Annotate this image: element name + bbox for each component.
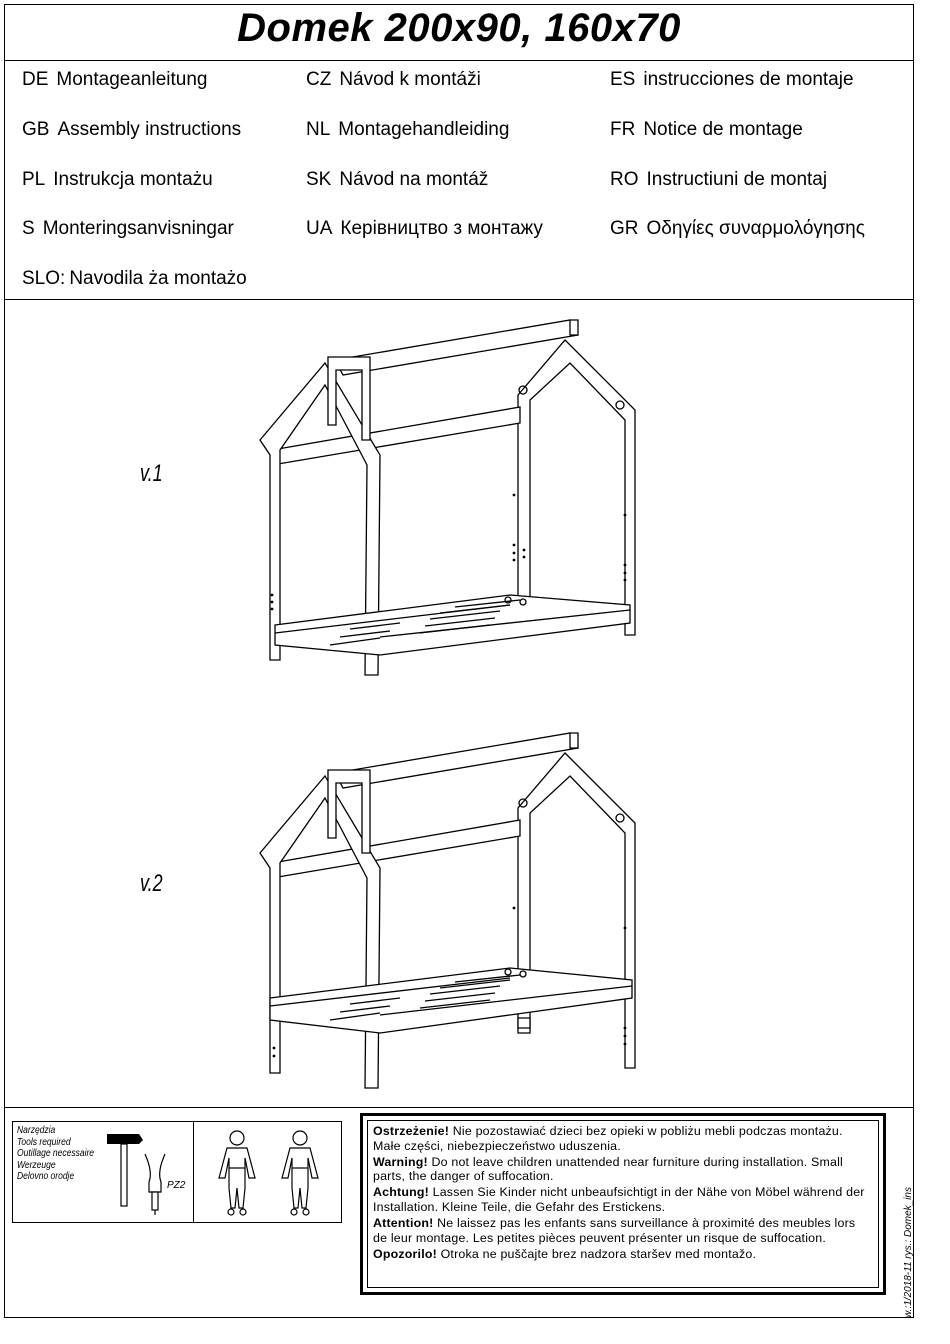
lang-es: ES instrucciones de montaje — [610, 69, 854, 90]
warning-en: Warning! Do not leave children unattended near furniture during installation. Small parts, the danger of suffocation. — [373, 1154, 844, 1184]
lang-nl: NL Montagehandleiding — [306, 119, 510, 140]
two-persons-icon — [205, 1128, 340, 1218]
lang-s: S Monteringsanvisningar — [22, 218, 234, 239]
screwdriver-label: PZ2 — [167, 1180, 186, 1191]
title-divider — [4, 60, 914, 61]
warning-pl: Ostrzeżenie! Nie pozostawiać dzieci bez opieki w pobliżu mebli podczas montażu. Małe części, niebezpieczeństwo uduszenia. — [373, 1124, 843, 1153]
lang-de: DE Montageanleitung — [22, 69, 208, 90]
variant-1-label: v.1 — [140, 460, 163, 487]
languages-divider — [4, 299, 914, 300]
lang-gr: GR Οδηγίες συναρμολόγησης — [610, 218, 865, 239]
warning-slo: Opozorilo! Otroka ne puščajte brez nadzora staršev med montažo. — [373, 1246, 757, 1261]
tools-box — [12, 1121, 342, 1223]
lang-gb: GB Assembly instructions — [22, 119, 242, 140]
tools-divider — [193, 1122, 194, 1222]
warning-fr: Attention! Ne laissez pas les enfants sans surveillance à proximité des meubles lors de leur montage. Les petites pièces peuvent présenter un risque de suffocation. — [373, 1216, 856, 1245]
lang-ro: RO Instructiuni de montaj — [610, 169, 828, 190]
variant-2-label: v.2 — [140, 870, 163, 897]
bed-drawing-v1 — [240, 315, 650, 685]
lang-slo: SLO: Navodila ża montażo — [22, 268, 247, 289]
lang-ua: UA Керівництво з монтажу — [306, 218, 543, 239]
lang-pl: PL Instrukcja montażu — [22, 169, 213, 190]
hammer-icon — [105, 1130, 145, 1210]
warning-de: Achtung! Lassen Sie Kinder nicht unbeaufsichtigt in der Nähe von Möbel während der Installation. Kleine Teile, die Gefahr des Erstickens. — [373, 1185, 865, 1214]
side-note: w.:1/2018-11 rys.: Domek_ins — [903, 1187, 914, 1318]
lang-cz: CZ Návod k montáži — [306, 69, 481, 90]
warning-text — [373, 1124, 873, 1263]
page-title: Domek 200x90, 160x70 — [237, 6, 681, 50]
warning-box — [360, 1113, 886, 1295]
lang-fr: FR Notice de montage — [610, 119, 803, 140]
bed-drawing-v2 — [240, 728, 650, 1098]
lang-sk: SK Návod na montáž — [306, 169, 489, 190]
drawings-divider — [4, 1107, 914, 1108]
tools-text: Narzędzia Tools required Outillage necessaire Werzeuge Delovno orodje — [17, 1125, 95, 1182]
